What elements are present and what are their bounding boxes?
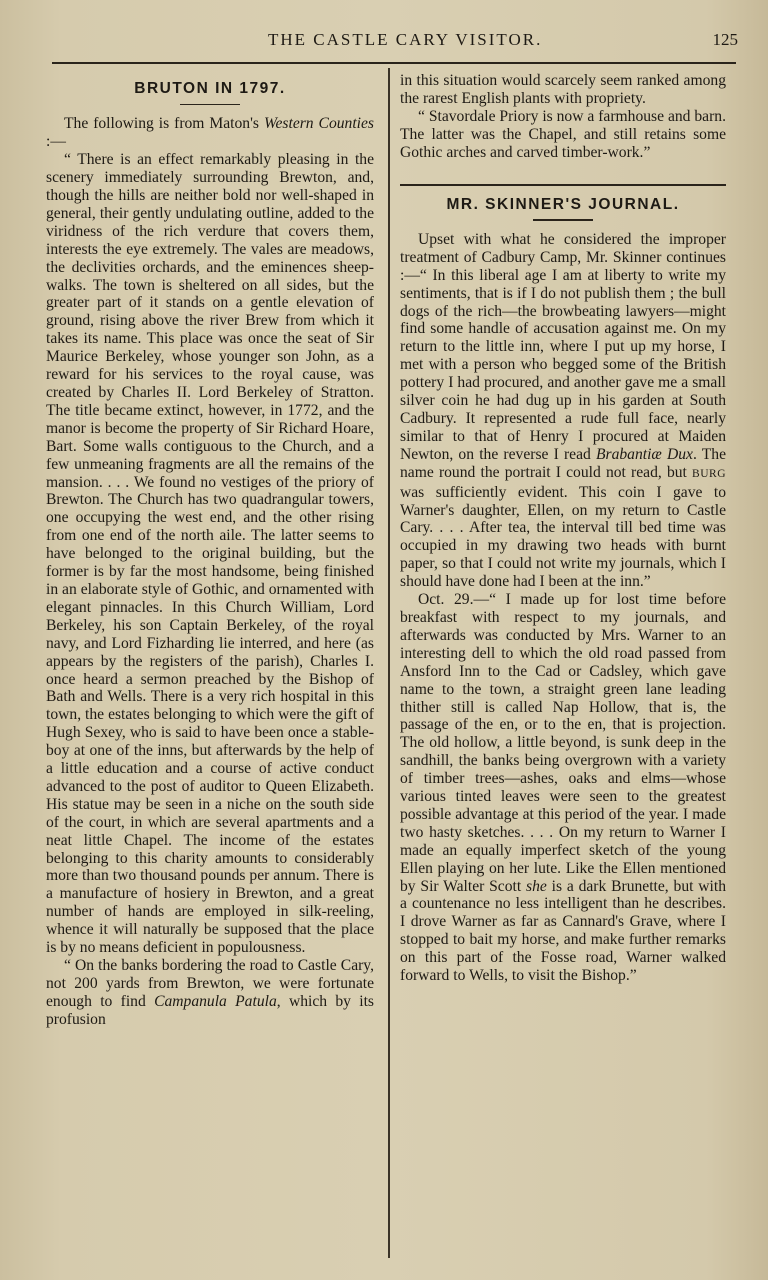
bruton-heading: BRUTON IN 1797. [134,80,286,97]
running-head [0,30,768,60]
right-column [400,72,726,985]
left-column [46,72,374,1029]
bruton-intro: The following is from Maton's Western Counties :— [46,115,374,151]
bruton-paragraph-2: “ On the banks bordering the road to Castle Cary, not 200 yards from Brewton, we were fortunate enough to find Campanula Patula, which by its profusion [46,957,374,1028]
bruton-paragraph-1: “ There is an effect remarkably pleasing in the scenery immediately surrounding Brewton, and, though the hills are neither bold nor well-shaped in general, their gently undulating outline, added to the viridness of the rich verdure that covers them, interests the eye extremely. The vales are meadows, the declivities orchards, and the eminences sheep-walks. The town is sheltered on all sides, but the greater part of it stands on a gentle elevation of ground, rising above the river Brew from which it takes its name. This place was once the seat of Sir Maurice Berkeley, whose younger son John, as a reward for his services to the royal cause, was created by Charles II. Lord Berkeley of Stratton. The title became extinct, however, in 1772, and the manor is become the property of Sir Richard Hoare, Bart. Some walls contiguous to the Church, and a few unmeaning fragments are all the remains of the mansion. . . . We found no vestiges of the priory of Brewton. The Church has two quadrangular towers, one occupying the west end, and the other rising from one end of the north aile. The latter seems to have belonged to the original building, but the former is by far the most handsome, being finished in an elaborate style of Gothic, and ornamented with elegant pinnacles. In this Church William, Lord Berkeley, his son Captain Berkeley, of the royal navy, and Lord Fizharding lie interred, and here (as appears by the registers of the parish), Charles I. once heard a sermon preached by the Bishop of Bath and Wells. There is a very rich hospital in this town, the estates belonging to which were the gift of Hugh Sexey, who is said to have been once a stable-boy at one of the inns, but afterwards by the help of a little education and a course of active conduct advanced to the post of auditor to Queen Elizabeth. His statue may be seen in a niche on the south side of the court, in which are several apartments and a neat little Chapel. The income of the estates belonging to this charity amounts to considerably more than two thousand pounds per annum. There is a manufacture of hosiery in Brewton, and a great number of hands are employed in silk-reeling, whence it will naturally be supposed that the place is by no means deficient in populousness. [46,151,374,957]
skinner-paragraph-1: Upset with what he considered the improper treatment of Cadbury Camp, Mr. Skinner continues :—“ In this liberal age I am at liberty to write my sentiments, that is if I do not publish them ; the bull dogs of the rich—the browbeating lawyers—might find some handle of accusation against me. On my return to the little inn, where I put up my horse, I met with a person who begged some of the British pottery I had procured, and another gave me a small silver coin he had dug up in his garden at South Cadbury. It represented a rude full face, nearly similar to that of Henry I procured at Maiden Newton, on the reverse I read Brabantiæ Dux. The name round the portrait I could not read, but BURG was sufficiently evident. This coin I gave to Warner's daughter, Ellen, on my return to Castle Cary. . . . After tea, the interval till bed time was occupied in my drawing two heads with burnt paper, so that I could not write my journals, which I should have done had I been at the inn.” [400,230,726,591]
skinner-heading: MR. SKINNER'S JOURNAL. [446,195,680,213]
skinner-paragraph-2: Oct. 29.—“ I made up for lost time before breakfast with respect to my journals, and afterwards was conducted by Mrs. Warner to an interesting dell to which the old road passed from Ansford Inn to the Cad or Cadsley, which gave name to the town, a straight green lane leading thither still is called Nap Hollow, that is, the passage of the en, or to the en, that is projection. The old hollow, a little beyond, is sunk deep in the sandhill, the banks being overgrown with a variety of timber trees—ashes, oaks and elms—whose various tinted leaves were seen to the greatest possible advantage at this period of the year. I made two hasty sketches. . . . On my return to Warner I made an equally imperfect sketch of the young Ellen playing on her lute. Like the Ellen mentioned by Sir Walter Scott she is a dark Brunette, but with a countenance no less intelligent than he describes. I drove Warner as far as Cannard's Grave, where I stopped to bait my horse, and make further remarks on this part of the Fosse road, Warner walked forward to Wells, to visit the Bishop.” [400,591,726,985]
stavordale-paragraph: “ Stavordale Priory is now a farmhouse and barn. The latter was the Chapel, and still retains some Gothic arches and carved timber-work.” [400,107,726,161]
header-rule [52,62,736,64]
bruton-continuation: in this situation would scarcely seem ranked among the rarest English plants with propriety. [400,72,726,107]
heading-underline [533,219,593,221]
running-title: THE CASTLE CARY VISITOR. [268,30,543,49]
column-divider [388,68,390,1258]
section-separator [400,184,726,186]
heading-underline [180,104,240,106]
page-number: 125 [712,30,738,49]
